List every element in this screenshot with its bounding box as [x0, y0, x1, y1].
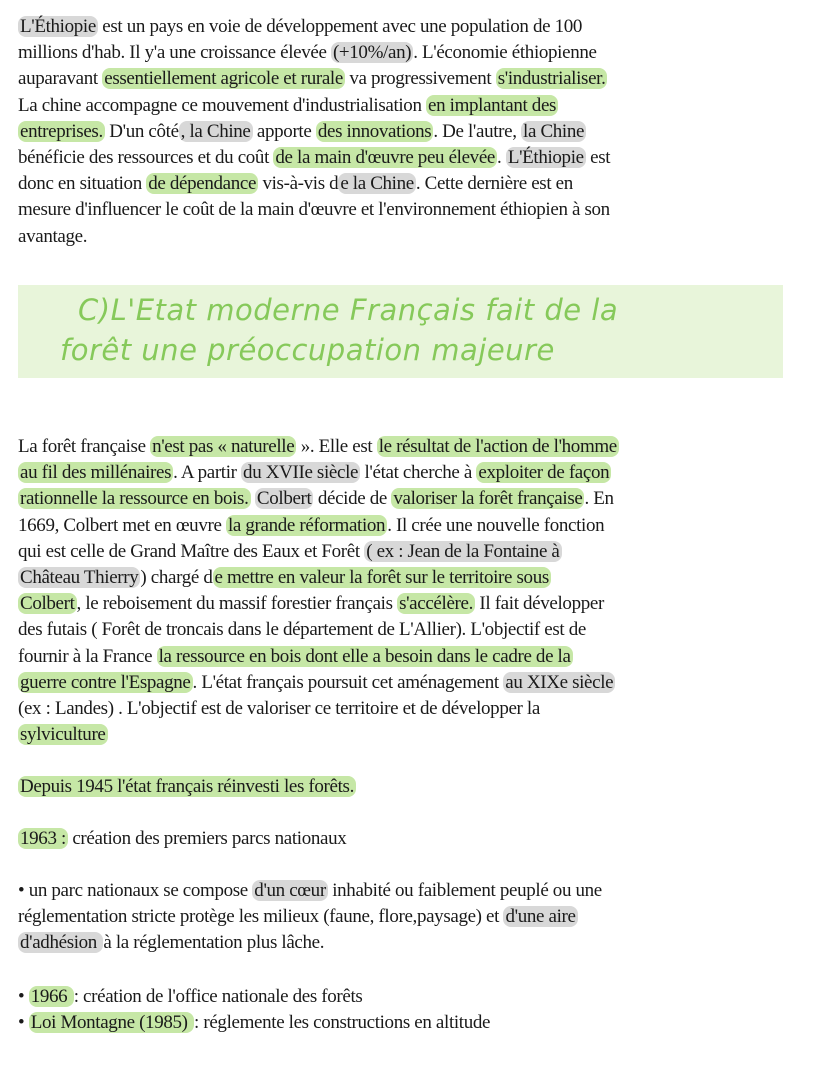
green-highlight: n'est pas « naturelle — [152, 436, 295, 457]
grey-highlight: du XVIIe siècle — [243, 462, 359, 484]
text-line — [18, 513, 818, 539]
green-highlight: rationnelle la ressource en bois. — [20, 488, 249, 510]
text-segment: • — [18, 1012, 29, 1034]
grey-highlight: ( ex : Jean de la Fontaine à — [366, 540, 560, 562]
text-line — [18, 1010, 818, 1036]
text-segment: qui est celle de Grand Maître des Eaux et Forêt — [18, 540, 365, 562]
grey-highlight: Château Thierry — [20, 566, 139, 588]
text-line — [18, 460, 818, 486]
green-highlight: Loi Montagne (1985) — [30, 1012, 193, 1034]
text-segment: bénéficie des ressources et du coût — [18, 146, 274, 168]
green-highlight: la grande réformation — [227, 514, 386, 536]
green-highlight: Depuis 1945 l'état français réinvesti les forêts. — [20, 776, 354, 797]
text-segment: est un pays en voie de développement avec une population de 100 — [97, 16, 583, 37]
text-segment: avantage. — [18, 225, 88, 247]
text-segment: . Cette dernière est en — [415, 173, 573, 195]
text-segment: est — [585, 146, 611, 168]
text-line — [18, 774, 818, 800]
green-highlight: de la main d'œuvre peu élevée — [275, 146, 495, 168]
text-segment: • — [18, 986, 29, 1007]
text-segment: . L'état français poursuit cet aménagement — [192, 671, 504, 693]
paragraph-ethiopie — [18, 14, 818, 250]
grey-highlight: Colbert — [256, 488, 312, 510]
text-segment: . L'économie éthiopienne — [413, 42, 597, 64]
text-line — [18, 826, 818, 852]
text-segment: vis-à-vis d — [258, 173, 339, 195]
text-line — [18, 539, 818, 565]
text-segment: (ex : Landes) . L'objectif est de valoriser ce territoire et de développer la — [18, 697, 540, 719]
text-segment: • un parc nationaux se compose — [18, 880, 253, 901]
grey-highlight: au XIXe siècle — [505, 671, 614, 693]
text-segment: . De l'autre, — [433, 120, 522, 142]
green-highlight: des innovations — [317, 120, 432, 142]
paragraph-foret — [18, 434, 818, 748]
text-line — [18, 224, 818, 250]
text-line — [18, 40, 818, 66]
text-segment: apporte — [252, 120, 316, 142]
text-segment: va progressivement — [344, 68, 496, 90]
text-line — [18, 486, 818, 512]
green-highlight: guerre contre l'Espagne — [20, 671, 191, 693]
text-segment: réglementation stricte protège les milieux (faune, flore,paysage) et — [18, 906, 504, 928]
text-line — [18, 696, 818, 722]
text-segment: . En — [584, 488, 614, 510]
green-highlight: exploiter de façon — [478, 462, 610, 484]
green-highlight: entreprises. — [20, 120, 103, 142]
text-line — [18, 119, 818, 145]
text-line — [18, 878, 818, 904]
grey-highlight: (+10%/an) — [332, 42, 412, 64]
line-depuis-1945 — [18, 774, 818, 800]
text-segment: , le reboisement du massif forestier français — [76, 593, 398, 615]
text-segment: création des premiers parcs nationaux — [67, 828, 347, 849]
text-line — [18, 66, 818, 92]
grey-highlight: la Chine — [523, 120, 585, 142]
text-segment: . Il crée une nouvelle fonction — [387, 514, 605, 536]
text-line — [18, 197, 818, 223]
text-segment: l'état cherche à — [360, 462, 477, 484]
text-segment: à la réglementation plus lâche. — [103, 932, 325, 954]
section-heading-line-1: C)L'Etat moderne Français fait de la — [78, 293, 619, 327]
green-highlight: 1966 — [30, 986, 72, 1007]
text-line — [18, 591, 818, 617]
text-line — [18, 670, 818, 696]
text-segment: . — [497, 146, 506, 168]
green-highlight: la ressource en bois dont elle a besoin dans le cadre de la — [158, 645, 571, 667]
green-highlight: 1963 : — [20, 828, 66, 849]
section-heading — [18, 285, 783, 378]
green-highlight: le résultat de l'action de l'homme — [378, 436, 617, 457]
text-segment: fournir à la France — [18, 645, 157, 667]
text-line — [18, 434, 818, 460]
text-line — [18, 93, 818, 119]
grey-highlight: d'une aire — [505, 906, 576, 928]
section-heading-line-2: forêt une préoccupation majeure — [60, 333, 555, 367]
green-highlight: au fil des millénaires — [20, 462, 172, 484]
text-line — [18, 644, 818, 670]
text-line — [18, 145, 818, 171]
green-highlight: valoriser la forêt française — [393, 488, 583, 510]
text-line — [18, 565, 818, 591]
grey-highlight: d'adhésion — [20, 932, 102, 954]
text-segment: auparavant — [18, 68, 103, 90]
text-segment: . A partir — [173, 462, 242, 484]
text-segment: inhabité ou faiblement peuplé ou une — [327, 880, 602, 901]
text-segment: donc en situation — [18, 173, 147, 195]
green-highlight: essentiellement agricole et rurale — [104, 68, 343, 90]
green-highlight: Colbert — [20, 593, 75, 615]
text-segment: décide de — [313, 488, 392, 510]
grey-highlight: d'un cœur — [254, 880, 326, 901]
text-segment: La chine accompagne ce mouvement d'industrialisation — [18, 94, 427, 116]
text-segment: ». Elle est — [296, 436, 377, 457]
text-segment: 1669, Colbert met en œuvre — [18, 514, 226, 536]
grey-highlight: e la Chine — [340, 173, 414, 195]
text-segment: : réglemente les constructions en altitude — [194, 1012, 491, 1034]
text-segment: mesure d'influencer le coût de la main d'œuvre et l'environnement éthiopien à son — [18, 199, 610, 221]
text-segment: ) chargé d — [140, 566, 213, 588]
text-segment: des futais ( Forêt de troncais dans le département de L'Allier). L'objectif est de — [18, 619, 586, 641]
text-line — [18, 617, 818, 643]
text-segment: D'un côté — [104, 120, 179, 142]
line-1963 — [18, 826, 818, 852]
text-line — [18, 14, 818, 40]
grey-highlight: L'Éthiopie — [20, 16, 96, 37]
text-line — [18, 984, 818, 1010]
bullet-parc-national — [18, 878, 818, 957]
green-highlight: e mettre en valeur la forêt sur le territoire sous — [214, 566, 549, 588]
text-segment: La forêt française — [18, 436, 151, 457]
text-segment: millions d'hab. Il y'a une croissance élevée — [18, 42, 331, 64]
text-segment: Il fait développer — [475, 593, 604, 615]
green-highlight: en implantant des — [428, 94, 557, 116]
green-highlight: s'accélère. — [399, 593, 473, 615]
text-segment: : création de l'office nationale des forêts — [73, 986, 363, 1007]
text-line — [18, 904, 818, 930]
bullet-list-dates — [18, 984, 818, 1036]
grey-highlight: L'Éthiopie — [507, 146, 584, 168]
text-line — [18, 930, 818, 956]
text-line — [18, 722, 818, 748]
green-highlight: sylviculture — [20, 724, 106, 746]
green-highlight: s'industrialiser. — [497, 68, 606, 90]
green-highlight: de dépendance — [148, 173, 257, 195]
text-line — [18, 171, 818, 197]
grey-highlight: , la Chine — [180, 120, 251, 142]
